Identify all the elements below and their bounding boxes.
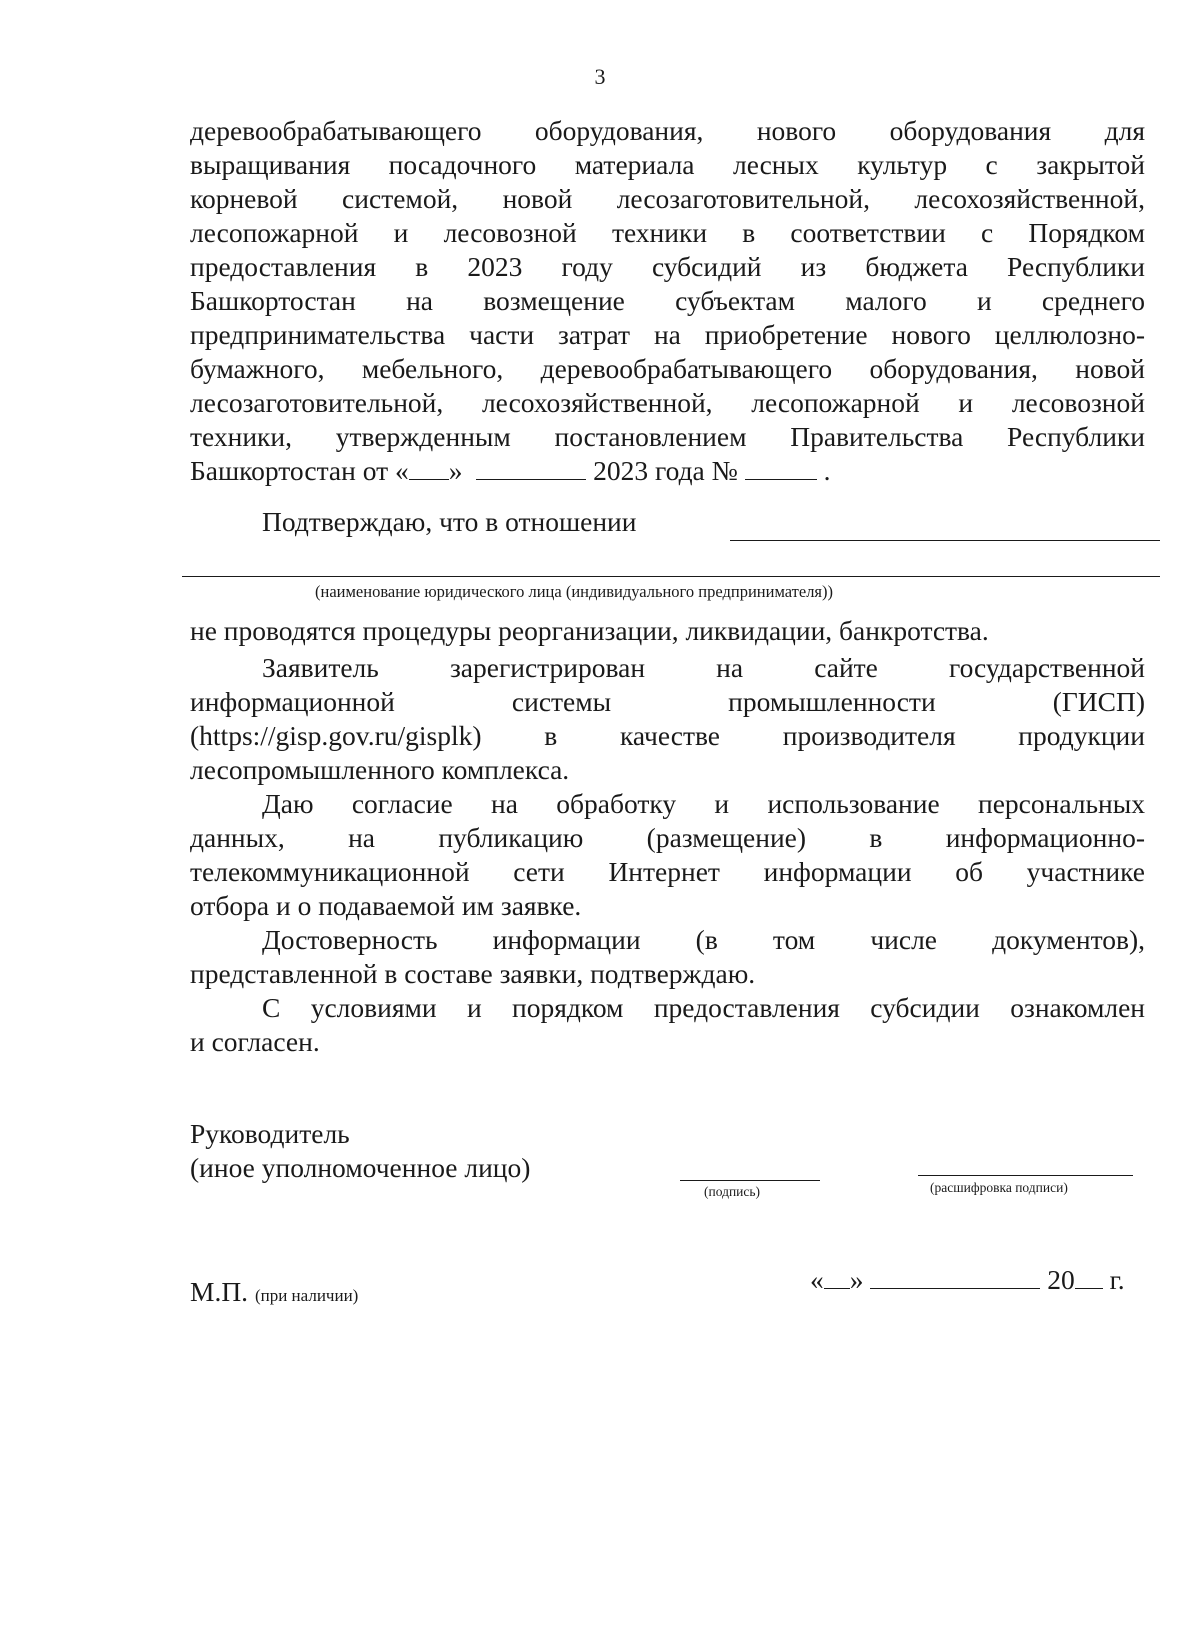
entity-name-caption: (наименование юридического лица (индивидуального предпринимателя)) (315, 582, 834, 601)
resolution-reference-line (190, 454, 1145, 488)
text-line: данных, на публикацию (размещение) в информационно- (190, 822, 1145, 853)
text-line: техники, утвержденным постановлением Правительства Республики (190, 421, 1145, 452)
text-line: представленной в составе заявки, подтверждаю. (190, 958, 756, 989)
date-line (810, 1264, 1125, 1296)
text-line: лесозаготовительной, лесохозяйственной, лесопожарной и лесовозной (190, 387, 1145, 418)
paragraph-procedure (190, 114, 1145, 488)
text-line: выращивания посадочного материала лесных культур с закрытой (190, 149, 1145, 180)
text-line: Достоверность информации (в том числе документов), (262, 924, 1145, 955)
resolution-year-number: 2023 года № (593, 455, 738, 486)
signature-decode-caption: (расшифровка подписи) (930, 1180, 1068, 1195)
text-line: (https://gisp.gov.ru/gisplk) в качестве производителя продукции (190, 720, 1145, 751)
text-line: отбора и о подаваемой им заявке. (190, 890, 582, 921)
date-quote-close: » (849, 1264, 864, 1295)
paragraph-consent (190, 787, 1145, 923)
text-line: предпринимательства части затрат на приобретение нового целлюлозно- (190, 319, 1145, 350)
resolution-prefix: Башкортостан от « (190, 455, 409, 486)
text-line: бумажного, мебельного, деревообрабатывающего оборудования, новой (190, 353, 1145, 384)
date-year-blank (1075, 1266, 1103, 1289)
text-line: С условиями и порядком предоставления субсидии ознакомлен (262, 992, 1145, 1023)
number-blank (745, 457, 817, 480)
text-line: лесопожарной и лесовозной техники в соответствии с Порядком (190, 217, 1145, 248)
stamp-note: (при наличии) (254, 1286, 359, 1305)
signatory-role: Руководитель (190, 1118, 350, 1149)
stamp-mark (190, 1276, 358, 1308)
text-line: Даю согласие на обработку и использование персональных (262, 788, 1145, 819)
resolution-end: . (823, 455, 831, 486)
date-day-blank (824, 1266, 850, 1289)
page-number: 3 (594, 64, 606, 89)
text-line: информационной системы промышленности (ГИСП) (190, 686, 1145, 717)
month-blank (476, 457, 586, 480)
signature-decode-line (918, 1175, 1133, 1176)
text-line: и согласен. (190, 1026, 320, 1057)
text-line: лесопромышленного комплекса. (190, 754, 570, 785)
text-line: предоставления в 2023 году субсидий из бюджета Республики (190, 251, 1145, 282)
text-line: Башкортостан на возмещение субъектам малого и среднего (190, 285, 1145, 316)
date-quote-open: « (810, 1264, 824, 1295)
date-year-suffix: г. (1109, 1264, 1125, 1295)
signature-line (680, 1180, 820, 1181)
signatory-role-alt: (иное уполномоченное лицо) (190, 1152, 531, 1183)
confirm-text: Подтверждаю, что в отношении (262, 506, 637, 537)
date-year-prefix: 20 (1047, 1264, 1075, 1295)
resolution-quote-close: » (448, 455, 463, 486)
text-line: телекоммуникационной сети Интернет информации об участнике (190, 856, 1145, 887)
signature-caption: (подпись) (704, 1184, 761, 1199)
date-month-blank (870, 1266, 1040, 1289)
confirm-continuation: не проводятся процедуры реорганизации, ликвидации, банкротства. (190, 615, 989, 646)
stamp-label: М.П. (190, 1276, 249, 1307)
text-line: корневой системой, новой лесозаготовительной, лесохозяйственной, (190, 183, 1145, 214)
text-line: деревообрабатывающего оборудования, нового оборудования для (190, 115, 1145, 146)
entity-name-line-2 (182, 576, 1160, 577)
entity-name-line-1 (730, 540, 1160, 541)
paragraph-gisp (190, 651, 1145, 787)
text-line: Заявитель зарегистрирован на сайте государственной (262, 652, 1145, 683)
paragraph-conditions (190, 991, 1145, 1059)
day-blank (409, 457, 449, 480)
paragraph-reliability (190, 923, 1145, 991)
